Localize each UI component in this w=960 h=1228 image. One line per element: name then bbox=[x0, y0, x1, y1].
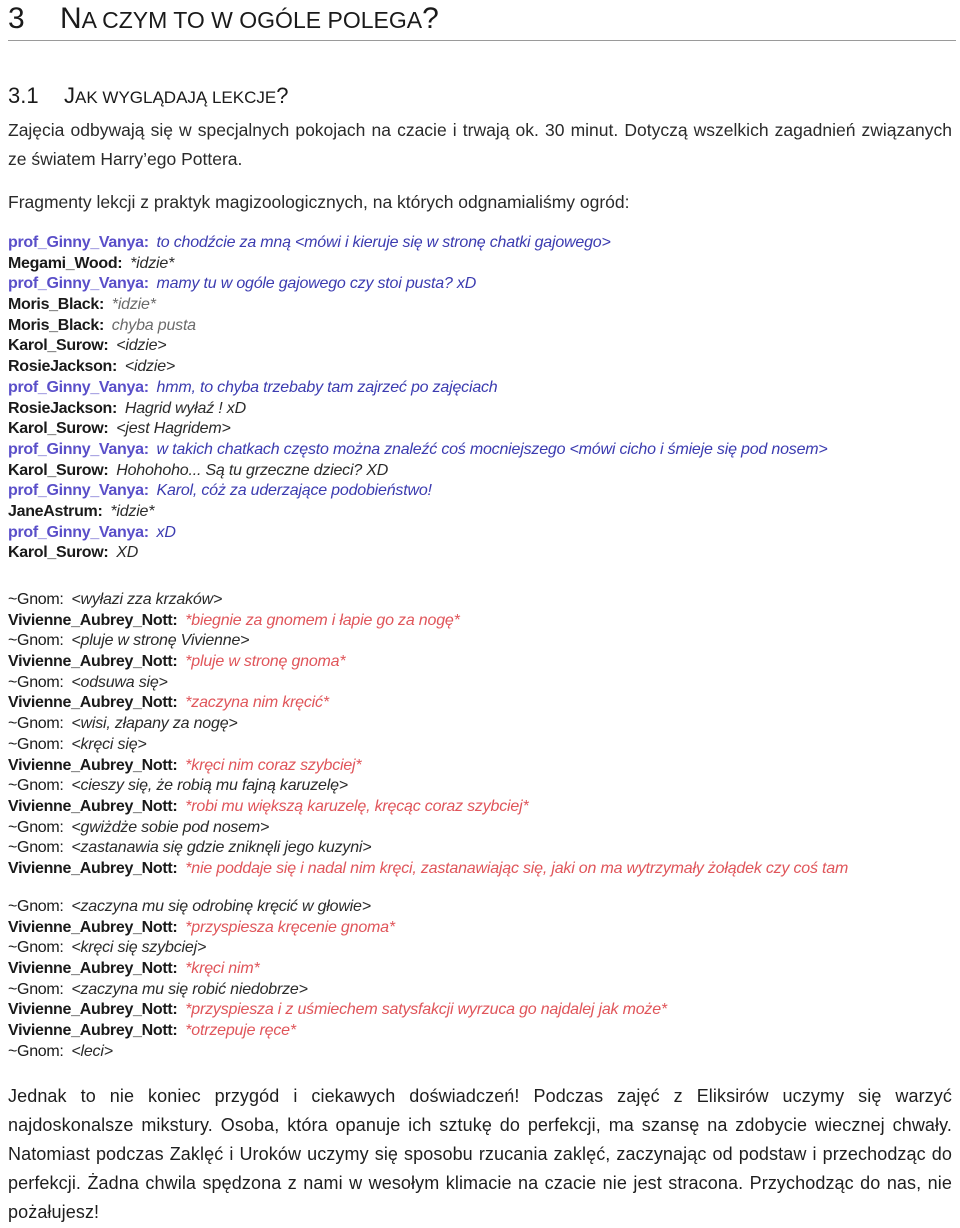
chat-message: *przyspiesza kręcenie gnoma* bbox=[177, 918, 395, 936]
chat-message: xD bbox=[148, 523, 176, 541]
intro-paragraph: Zajęcia odbywają się w specjalnych pokojach na czacie i trwają ok. 30 minut. Dotyczą wszelkich zagadnień związanych ze światem Harry’ego Pottera. bbox=[8, 120, 952, 169]
chat-line bbox=[8, 590, 848, 611]
chat-line bbox=[8, 233, 828, 254]
chat-message: *idzie* bbox=[102, 502, 155, 520]
chat-message: *nie poddaje się i nadal nim kręci, zastanawiając się, jaki on ma wytrzymały żołądek czy coś tam bbox=[177, 859, 849, 877]
chat-line bbox=[8, 481, 828, 502]
chat-line bbox=[8, 959, 667, 980]
chat-message: *idzie* bbox=[104, 296, 156, 314]
chat-nick: Vivienne_Aubrey_Nott: bbox=[8, 756, 178, 774]
chat-message: <wisi, złapany za nogę> bbox=[63, 715, 238, 733]
chat-nick: ~Gnom: bbox=[8, 818, 64, 836]
chat-nick: Karol_Surow: bbox=[8, 544, 109, 562]
chat-line bbox=[8, 399, 828, 420]
chat-nick: Vivienne_Aubrey_Nott: bbox=[8, 918, 178, 936]
chat-message: <gwiżdże sobie pod nosem> bbox=[63, 818, 270, 836]
chat-line bbox=[8, 818, 848, 839]
chat-message: <idzie> bbox=[108, 337, 167, 355]
chat-message: Hagrid wyłaź ! xD bbox=[117, 399, 246, 417]
chat-line bbox=[8, 316, 828, 337]
chat-log-screenshot-1 bbox=[8, 233, 828, 564]
chat-nick: prof_Ginny_Vanya: bbox=[8, 440, 149, 458]
chat-message: Hohohoho... Są tu grzeczne dzieci? XD bbox=[108, 461, 389, 479]
section-title-rest: A CZYM TO W OGÓLE POLEGA bbox=[81, 7, 423, 33]
chat-nick: ~Gnom: bbox=[8, 673, 64, 691]
section-title-initial: N bbox=[60, 2, 82, 35]
chat-message: <kręci się szybciej> bbox=[63, 939, 207, 957]
subsection-title-initial: J bbox=[64, 83, 75, 108]
chat-line bbox=[8, 1042, 667, 1063]
chat-line bbox=[8, 357, 828, 378]
chat-log-screenshot-3 bbox=[8, 897, 667, 1063]
chat-nick: prof_Ginny_Vanya: bbox=[8, 482, 149, 500]
subsection-number: 3.1 bbox=[8, 83, 39, 108]
chat-message: <odsuwa się> bbox=[63, 673, 168, 691]
chat-line bbox=[8, 938, 667, 959]
section-title-end: ? bbox=[422, 2, 439, 35]
chat-line bbox=[8, 336, 828, 357]
chat-line bbox=[8, 797, 848, 818]
chat-nick: prof_Ginny_Vanya: bbox=[8, 378, 149, 396]
chat-nick: Vivienne_Aubrey_Nott: bbox=[8, 960, 178, 978]
closing-paragraph: Jednak to nie koniec przygód i ciekawych doświadczeń! Podczas zajęć z Eliksirów uczymy się warzyć najdoskonalsze mikstury. Osoba, która opanuje ich sztukę do perfekcji, ma szansę na zdobycie wiecznej chwały. Natomiast podczas Zaklęć i Uroków uczymy się sposobu rzucania zaklęć, zaczynając od podstaw i przechodząc do perfekcji. Żadna chwila spędzona z nami w wesołym klimacie na czacie nie jest stracona. Przychodząc do nas, nie pożałujesz! bbox=[8, 1086, 952, 1222]
chat-nick: JaneAstrum: bbox=[8, 502, 103, 520]
chat-line bbox=[8, 980, 667, 1001]
chat-message: Karol, cóż za uderzające podobieństwo! bbox=[148, 482, 432, 500]
chat-line bbox=[8, 838, 848, 859]
chat-line bbox=[8, 897, 667, 918]
chat-nick: ~Gnom: bbox=[8, 980, 64, 998]
chat-nick: Vivienne_Aubrey_Nott: bbox=[8, 797, 178, 815]
chat-message: w takich chatkach często można znaleźć coś mocniejszego <mówi cicho i śmieje się pod nosem> bbox=[148, 440, 828, 458]
chat-line bbox=[8, 673, 848, 694]
chat-nick: prof_Ginny_Vanya: bbox=[8, 234, 149, 251]
chat-line bbox=[8, 419, 828, 440]
chat-nick: Vivienne_Aubrey_Nott: bbox=[8, 611, 178, 629]
chat-message: *przyspiesza i z uśmiechem satysfakcji wyrzuca go najdalej jak może* bbox=[177, 1001, 667, 1019]
chat-nick: prof_Ginny_Vanya: bbox=[8, 523, 149, 541]
chat-line bbox=[8, 543, 828, 564]
chat-nick: ~Gnom: bbox=[8, 777, 64, 795]
chat-nick: ~Gnom: bbox=[8, 939, 64, 957]
subsection-heading bbox=[8, 82, 288, 112]
chat-message: *robi mu większą karuzelę, kręcąc coraz szybciej* bbox=[177, 797, 529, 815]
chat-nick: Vivienne_Aubrey_Nott: bbox=[8, 653, 178, 671]
chat-line bbox=[8, 461, 828, 482]
chat-message: *kręci nim* bbox=[177, 960, 260, 978]
chat-line bbox=[8, 631, 848, 652]
chat-line bbox=[8, 523, 828, 544]
chat-message: *biegnie za gnomem i łapie go za nogę* bbox=[177, 611, 460, 629]
chat-message: <jest Hagridem> bbox=[108, 420, 231, 438]
subsection-title-rest: AK WYGLĄDAJĄ LEKCJE bbox=[75, 88, 277, 107]
chat-nick: RosieJackson: bbox=[8, 399, 118, 417]
chat-line bbox=[8, 274, 828, 295]
chat-line bbox=[8, 756, 848, 777]
fragment-caption: Fragmenty lekcji z praktyk magizoologicznych, na których odgnamialiśmy ogród: bbox=[8, 192, 630, 212]
chat-line bbox=[8, 611, 848, 632]
chat-log-screenshot-2 bbox=[8, 590, 848, 880]
chat-nick: Vivienne_Aubrey_Nott: bbox=[8, 859, 178, 877]
chat-line bbox=[8, 859, 848, 880]
section-heading bbox=[8, 0, 439, 39]
chat-line bbox=[8, 1000, 667, 1021]
chat-nick: ~Gnom: bbox=[8, 591, 64, 608]
chat-nick: Vivienne_Aubrey_Nott: bbox=[8, 694, 178, 712]
chat-nick: prof_Ginny_Vanya: bbox=[8, 275, 149, 293]
chat-nick: Vivienne_Aubrey_Nott: bbox=[8, 1022, 178, 1040]
chat-nick: ~Gnom: bbox=[8, 632, 64, 650]
chat-nick: ~Gnom: bbox=[8, 1042, 64, 1060]
chat-line bbox=[8, 735, 848, 756]
chat-line bbox=[8, 254, 828, 275]
chat-message: <zaczyna mu się robić niedobrze> bbox=[63, 980, 308, 998]
chat-nick: Moris_Black: bbox=[8, 296, 104, 314]
chat-message: <pluje w stronę Vivienne> bbox=[63, 632, 250, 650]
chat-nick: Karol_Surow: bbox=[8, 420, 109, 438]
chat-line bbox=[8, 693, 848, 714]
chat-line bbox=[8, 378, 828, 399]
chat-message: XD bbox=[108, 544, 139, 562]
heading-divider bbox=[8, 40, 956, 41]
chat-nick: Karol_Surow: bbox=[8, 461, 109, 479]
subsection-title-end: ? bbox=[276, 83, 289, 108]
chat-message: chyba pusta bbox=[104, 316, 196, 334]
chat-nick: ~Gnom: bbox=[8, 839, 64, 857]
chat-nick: ~Gnom: bbox=[8, 898, 64, 915]
chat-message: <idzie> bbox=[117, 358, 176, 376]
chat-message: <kręci się> bbox=[63, 735, 147, 753]
chat-nick: Karol_Surow: bbox=[8, 337, 109, 355]
chat-line bbox=[8, 502, 828, 523]
chat-message: *kręci nim coraz szybciej* bbox=[177, 756, 362, 774]
chat-message: *zaczyna nim kręcić* bbox=[177, 694, 329, 712]
chat-line bbox=[8, 652, 848, 673]
chat-nick: ~Gnom: bbox=[8, 735, 64, 753]
chat-message: <zaczyna mu się odrobinę kręcić w głowie> bbox=[63, 898, 371, 915]
chat-nick: Vivienne_Aubrey_Nott: bbox=[8, 1001, 178, 1019]
chat-nick: ~Gnom: bbox=[8, 715, 64, 733]
chat-line bbox=[8, 918, 667, 939]
chat-message: <zastanawia się gdzie zniknęli jego kuzyni> bbox=[63, 839, 372, 857]
chat-message: *pluje w stronę gnoma* bbox=[177, 653, 346, 671]
chat-message: <wyłazi zza krzaków> bbox=[63, 591, 223, 608]
chat-message: hmm, to chyba trzebaby tam zajrzeć po zajęciach bbox=[148, 378, 498, 396]
chat-message: <leci> bbox=[63, 1042, 113, 1060]
chat-message: <cieszy się, że robią mu fajną karuzelę> bbox=[63, 777, 348, 795]
chat-message: *otrzepuje ręce* bbox=[177, 1022, 296, 1040]
chat-line bbox=[8, 714, 848, 735]
chat-line bbox=[8, 776, 848, 797]
chat-message: mamy tu w ogóle gajowego czy stoi pusta? xD bbox=[148, 275, 477, 293]
chat-message: to chodźcie za mną <mówi i kieruje się w stronę chatki gajowego> bbox=[148, 234, 611, 251]
chat-nick: RosieJackson: bbox=[8, 358, 118, 376]
chat-message: *idzie* bbox=[122, 254, 175, 272]
chat-line bbox=[8, 1021, 667, 1042]
chat-line bbox=[8, 295, 828, 316]
section-number: 3 bbox=[8, 2, 25, 35]
chat-line bbox=[8, 440, 828, 461]
chat-nick: Megami_Wood: bbox=[8, 254, 123, 272]
chat-nick: Moris_Black: bbox=[8, 316, 104, 334]
